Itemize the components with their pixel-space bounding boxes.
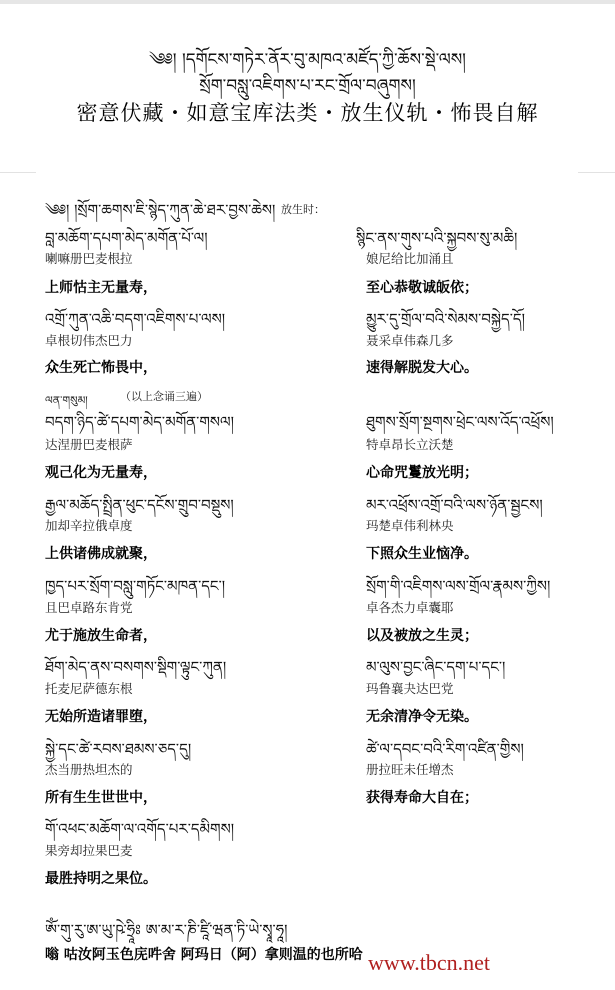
verse-right-4-chinese: 下照众生业恼净。	[366, 546, 478, 562]
verse-left-3-tibetan: བདག་ཉིད་ཚེ་དཔག་མེད་མགོན་གསལ།	[45, 413, 234, 431]
verse-left-5-phonetic: 且巴卓路东肯党	[45, 600, 133, 615]
verse-left-4-tibetan: རྒྱལ་མཆོད་སྤྲིན་ཕུང་དངོས་གྲུབ་བསྡུས།	[45, 496, 234, 514]
verse-right-2-phonetic: 聂采卓伟森几多	[366, 333, 454, 348]
verse-left-5-chinese: 尤于施放生命者，	[45, 628, 157, 644]
verse-right-6-tibetan: མ་ལུས་བྱང་ཞིང་དག་པ་དང་།	[366, 658, 506, 676]
verse-left-8-chinese: 最胜持明之果位。	[45, 871, 157, 887]
verse-right-3-chinese: 心命咒鬘放光明；	[366, 465, 478, 481]
verse-left-4-chinese: 上供诸佛成就聚，	[45, 546, 157, 562]
verse-right-6-chinese: 无余清净令无染。	[366, 709, 478, 725]
verse-right-1-chinese: 至心恭敬诚皈依；	[366, 280, 478, 296]
watermark-url: www.tbcn.net	[368, 950, 490, 975]
verse-left-6-phonetic: 托麦尼萨德东根	[45, 681, 133, 696]
verse-right-7-tibetan: ཚེ་ལ་དབང་བའི་རིག་འཛིན་གྱིས།	[366, 740, 524, 758]
verse-right-2-tibetan: མྱུར་དུ་གྲོལ་བའི་སེམས་བསྐྱེད་དོ།	[366, 310, 525, 328]
page-title: 密意伏藏・如意宝库法类・放生仪轨・怖畏自解	[76, 101, 539, 125]
verse-left-2-phonetic: 卓根切伟杰巴力	[45, 333, 133, 348]
verse-left-7-tibetan: སྐྱེ་དང་ཚེ་རབས་ཐམས་ཅད་དུ།	[45, 740, 192, 758]
verse-left-3-chinese: 观己化为无量寿，	[45, 465, 157, 481]
verse-right-3-phonetic: 特卓昂长立沃楚	[366, 437, 454, 452]
verse-right-5-chinese: 以及被放之生灵；	[366, 628, 478, 644]
verse-left-8-phonetic: 果旁却拉果巴麦	[45, 843, 133, 858]
top-bar	[0, 0, 615, 4]
verse-right-2-chinese: 速得解脱发大心。	[366, 360, 478, 376]
verse-right-1-tibetan: སྙིང་ནས་གུས་པའི་སྐྱབས་སུ་མཆི།	[356, 229, 518, 247]
verse-left-2-chinese: 众生死亡怖畏中，	[45, 360, 157, 376]
mantra-chinese: 嗡 咕汝阿玉色庑吽舍 阿玛日（阿）拿则温的也所哈	[45, 947, 363, 963]
repeat-note-chinese: （以上念诵三遍）	[120, 390, 208, 403]
verse-right-4-tibetan: མར་འཕྲོས་འགྲོ་བའི་ལས་ཉོན་སྦྱངས།	[366, 496, 543, 514]
verse-left-8-tibetan: གོ་འཕང་མཆོག་ལ་འགོད་པར་དམིགས།	[45, 820, 235, 838]
divider-left	[0, 172, 36, 173]
mantra-tibetan: ཨོཾ་གུ་རུ་ཨ་ཡུ་ཥེ་ཧྲཱིཿ ཨ་མ་ར་ཎི་ཛཱི་ཝན་ཏི་ཡེ་སྭཱ་ཧཱ།	[45, 921, 288, 939]
verse-right-7-phonetic: 册拉旺未任增杰	[366, 762, 454, 777]
verse-left-2-tibetan: འགྲོ་ཀུན་འཆི་བདག་འཇིགས་པ་ལས།	[45, 310, 226, 328]
verse-right-3-tibetan: ཐུགས་སྲོག་སྔགས་ཕྲེང་ལས་འོད་འཕྲོས།	[366, 413, 554, 431]
verse-left-1-phonetic: 喇嘛册巴麦根拉	[45, 251, 133, 266]
verse-right-7-chinese: 获得寿命大自在；	[366, 790, 478, 806]
verse-left-6-chinese: 无始所造诸罪堕，	[45, 709, 157, 725]
repeat-note-tibetan: ལན་གསུམ།	[45, 394, 88, 407]
verse-right-5-phonetic: 卓各杰力卓囊耶	[366, 600, 454, 615]
verse-right-4-phonetic: 玛楚卓伟利林央	[366, 518, 454, 533]
verse-left-3-phonetic: 达涅册巴麦根萨	[45, 437, 133, 452]
intro-tibetan: ༄༅། །སྲོག་ཆགས་ཇི་སྙེད་ཀུན་ཆེ་ཐར་བྱས་ཆེས།	[45, 201, 276, 219]
verse-left-5-tibetan: ཁྱད་པར་སྲོག་བསླུ་གཏོང་མཁན་དང་།	[45, 577, 226, 595]
verse-left-7-phonetic: 杰当册热坦杰的	[45, 762, 133, 777]
verse-right-1-phonetic: 娘尼给比加涌且	[366, 251, 454, 266]
verse-right-5-tibetan: སྲོག་གི་འཇིགས་ལས་གྲོལ་རྣམས་ཀྱིས།	[366, 577, 551, 595]
verse-right-6-phonetic: 玛鲁襄夬达巴党	[366, 681, 454, 696]
intro-note: 放生时：	[281, 203, 325, 216]
tibetan-title-line1: ༄༅། །དགོངས་གཏེར་ནོར་བུ་མཁའ་མཛོད་ཀྱི་ཆོས་སྡེ་ལས།	[149, 50, 466, 70]
verse-left-1-tibetan: བླ་མཆོག་དཔག་མེད་མགོན་པོ་ལ།	[45, 229, 208, 247]
divider-right	[578, 172, 615, 173]
verse-left-4-phonetic: 加却辛拉俄卓度	[45, 518, 133, 533]
verse-left-7-chinese: 所有生生世世中，	[45, 790, 157, 806]
verse-left-1-chinese: 上师怙主无量寿，	[45, 280, 157, 296]
verse-left-6-tibetan: ཐོག་མེད་ནས་བསགས་སྡིག་ལྟུང་ཀུན།	[45, 658, 227, 676]
tibetan-title-line2: སྲོག་བསླུ་འཇིགས་པ་རང་གྲོལ་བཞུགས།	[199, 76, 416, 96]
